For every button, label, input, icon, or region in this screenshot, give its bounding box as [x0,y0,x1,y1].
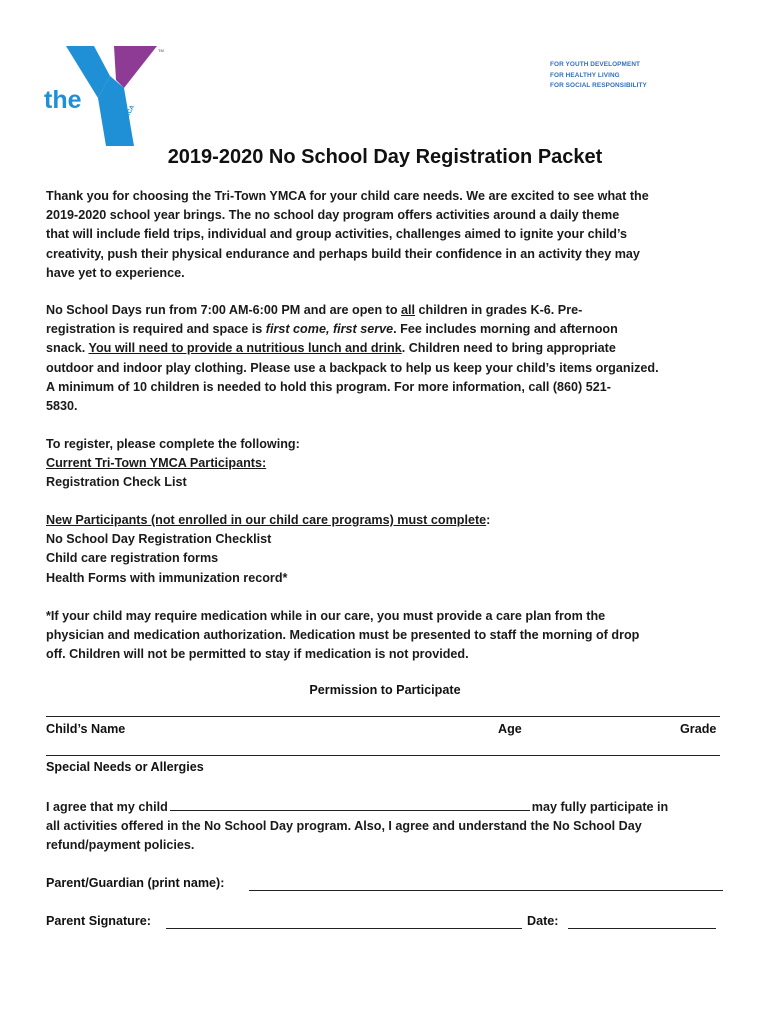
special-needs-label: Special Needs or Allergies [46,760,204,774]
medication-line: off. Children will not be permitted to stay if medication is not provided. [46,647,469,662]
parent-signature-line[interactable] [166,928,522,929]
info-line: registration is required and space is first come, first serve. Fee includes morning and afternoon [46,322,618,337]
tagline-line: FOR SOCIAL RESPONSIBILITY [550,82,647,89]
intro-line: have yet to experience. [46,265,185,280]
agreement-line: I agree that my child may fully participate in [46,800,669,814]
parent-signature-label: Parent Signature: [46,914,151,928]
info-line: No School Days run from 7:00 AM-6:00 PM and are open to all children in grades K-6. Pre- [46,303,583,317]
info-line: 5830. [46,399,78,414]
new-item: Child care registration forms [46,551,219,566]
logo-ymca-text: YMCA [122,104,137,123]
intro-line: 2019-2020 school year brings. The no school day program offers activities around a daily theme [46,208,620,223]
medication-line: *If your child may require medication while in our care, you must provide a care plan from the [46,609,606,623]
child-name-label: Child’s Name [46,722,126,736]
parent-print-label: Parent/Guardian (print name): [46,876,225,890]
child-name-blank[interactable] [170,798,530,811]
date-line[interactable] [568,928,716,929]
agreement-line: refund/payment policies. [46,838,195,853]
medication-note [46,607,726,665]
intro-paragraph [46,187,726,283]
program-info-paragraph [46,301,726,416]
current-item: Registration Check List [46,475,187,490]
intro-line: Thank you for choosing the Tri-Town YMCA for your child care needs. We are excited to see what the [46,189,649,203]
ymca-logo [40,42,170,147]
registration-instructions [46,435,726,493]
intro-line: that will include field trips, individual and group activities, challenges aimed to ignite your child’s [46,227,628,242]
child-info-line[interactable] [46,716,720,717]
tagline-line: FOR HEALTHY LIVING [550,71,620,79]
logo-tm: TM [158,48,164,53]
new-item: Health Forms with immunization record* [46,570,288,585]
special-needs-line[interactable] [46,755,720,756]
medication-line: physician and medication authorization. Medication must be presented to staff the morning of drop [46,628,640,643]
date-label: Date: [527,914,559,928]
register-intro: To register, please complete the following: [46,437,300,451]
logo-word: the [44,86,82,114]
info-line: snack. You will need to provide a nutritious lunch and drink. Children need to bring appropriate [46,341,616,356]
current-participants-heading: Current Tri-Town YMCA Participants: [46,456,267,471]
info-line: A minimum of 10 children is needed to hold this program. For more information, call (860) 521- [46,379,611,394]
emphasis-all: all [401,303,416,317]
intro-line: creativity, push their physical endurance and perhaps build their confidence in an activity they may [46,246,640,261]
permission-title: Permission to Participate [309,683,461,697]
logo-y-right-arm [114,46,157,88]
new-participants-section [46,511,726,588]
emphasis-first-come: first come, first serve [265,322,394,337]
tagline-line: FOR YOUTH DEVELOPMENT [550,61,641,68]
page-title: 2019-2020 No School Day Registration Packet [167,146,603,168]
agreement-line: all activities offered in the No School Day program. Also, I agree and understand the No School Day [46,819,642,834]
info-line: outdoor and indoor play clothing. Please use a backpack to help us keep your child’s items organized. [46,360,659,375]
new-participants-heading: New Participants (not enrolled in our child care programs) must complete: [46,513,491,527]
emphasis-lunch: You will need to provide a nutritious lunch and drink [88,341,402,356]
parent-print-line[interactable] [249,890,723,891]
new-item: No School Day Registration Checklist [46,532,272,547]
age-label: Age [498,722,522,736]
agreement-paragraph [46,798,726,856]
grade-label: Grade [680,722,717,736]
ymca-tagline [550,60,647,92]
